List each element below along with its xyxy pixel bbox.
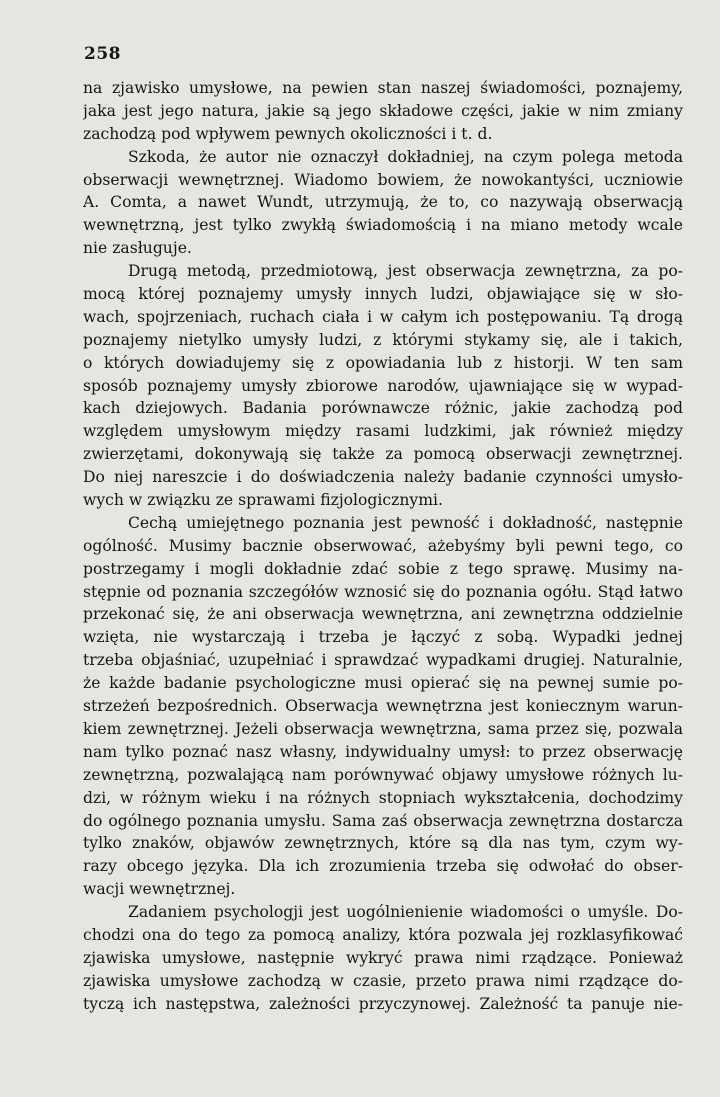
text-line: wzięta, nie wystarczają i trzeba je łączyć z sobą. Wypadki jednej xyxy=(83,628,683,647)
text-line: zjawiska umysłowe, następnie wykryć prawa nimi rządzące. Ponieważ xyxy=(83,948,683,967)
text-line: dzi, w różnym wieku i na różnych stopniach wykształcenia, dochodzimy xyxy=(83,788,683,807)
text-line: zachodzą pod wpływem pewnych okoliczności i t. d. xyxy=(83,124,493,143)
text-line: chodzi ona do tego za pomocą analizy, która pozwala jej rozklasyfikować xyxy=(83,925,683,944)
text-line: strzeżeń bezpośrednich. Obserwacja wewnętrzna jest koniecznym warun- xyxy=(83,697,683,716)
text-line: mocą której poznajemy umysły innych ludzi, objawiające się w sło- xyxy=(83,285,683,304)
text-line: wewnętrzną, jest tylko zwykłą świadomością i na miano metody wcale xyxy=(83,216,683,235)
text-line: zjawiska umysłowe zachodzą w czasie, przeto prawa nimi rządzące do- xyxy=(83,971,683,990)
paragraph xyxy=(83,260,683,512)
body-text xyxy=(83,77,683,1016)
text-line: stępnie od poznania szczegółów wznosić się do poznania ogółu. Stąd łatwo xyxy=(83,582,683,601)
text-line: wacji wewnętrznej. xyxy=(83,880,236,899)
text-line: postrzegamy i mogli dokładnie zdać sobie z tego sprawę. Musimy na- xyxy=(83,559,683,578)
paragraph xyxy=(83,77,683,146)
paragraph xyxy=(83,512,683,901)
text-line: Drugą metodą, przedmiotową, jest obserwacja zewnętrzna, za po- xyxy=(128,262,683,281)
text-line: do ogólnego poznania umysłu. Sama zaś obserwacja zewnętrzna dostarcza xyxy=(83,811,683,830)
text-line: zewnętrzną, pozwalającą nam porównywać objawy umysłowe różnych lu- xyxy=(83,765,683,784)
text-line: wach, spojrzeniach, ruchach ciała i w całym ich postępowaniu. Tą drogą xyxy=(83,307,683,326)
text-line: zwierzętami, dokonywają się także za pomocą obserwacji zewnętrznej. xyxy=(83,445,683,464)
text-line: tylko znaków, objawów zewnętrznych, które są dla nas tym, czym wy- xyxy=(83,834,683,853)
text-line: Zadaniem psychologji jest uogólnienienie wiadomości o umyśle. Do- xyxy=(128,903,683,922)
text-line: że każde badanie psychologiczne musi opierać się na pewnej sumie po- xyxy=(83,674,683,693)
paragraph xyxy=(83,146,683,260)
text-line: Cechą umiejętnego poznania jest pewność i dokładność, następnie xyxy=(128,513,683,532)
text-line: sposób poznajemy umysły zbiorowe narodów, ujawniające się w wypad- xyxy=(83,376,683,395)
text-line: Szkoda, że autor nie oznaczył dokładniej, na czym polega metoda xyxy=(128,147,683,166)
text-line: nie zasługuje. xyxy=(83,239,192,258)
text-line: jaka jest jego natura, jakie są jego składowe części, jakie w nim zmiany xyxy=(83,101,683,120)
text-line: kiem zewnętrznej. Jeżeli obserwacja wewnętrzna, sama przez się, pozwala xyxy=(83,719,683,738)
text-line: względem umysłowym między rasami ludzkimi, jak również między xyxy=(83,422,683,441)
text-line: poznajemy nietylko umysły ludzi, z którymi stykamy się, ale i takich, xyxy=(83,330,683,349)
text-line: razy obcego języka. Dla ich zrozumienia trzeba się odwołać do obser- xyxy=(83,857,683,876)
text-line: wych w związku ze sprawami fizjologicznymi. xyxy=(83,491,443,510)
text-line: na zjawisko umysłowe, na pewien stan naszej świadomości, poznajemy, xyxy=(83,79,683,97)
paragraph xyxy=(83,901,683,1015)
text-line: A. Comta, a nawet Wundt, utrzymują, że to, co nazywają obserwacją xyxy=(83,193,683,212)
text-line: kach dziejowych. Badania porównawcze różnic, jakie zachodzą pod xyxy=(83,399,683,418)
text-line: Do niej nareszcie i do doświadczenia należy badanie czynności umysło- xyxy=(83,468,683,487)
text-line: ogólność. Musimy bacznie obserwować, ażebyśmy byli pewni tego, co xyxy=(83,536,683,555)
text-line: trzeba objaśniać, uzupełniać i sprawdzać wypadkami drugiej. Naturalnie, xyxy=(83,651,683,670)
text-line: obserwacji wewnętrznej. Wiadomo bowiem, że nowokantyści, uczniowie xyxy=(83,170,683,189)
text-line: przekonać się, że ani obserwacja wewnętrzna, ani zewnętrzna oddzielnie xyxy=(83,605,683,624)
page-number: 258 xyxy=(84,44,121,64)
text-line: nam tylko poznać nasz własny, indywidualny umysł: to przez obserwację xyxy=(83,742,683,761)
text-line: o których dowiadujemy się z opowiadania lub z historji. W ten sam xyxy=(83,353,683,372)
text-line: tyczą ich następstwa, zależności przyczynowej. Zależność ta panuje nie- xyxy=(83,994,683,1013)
